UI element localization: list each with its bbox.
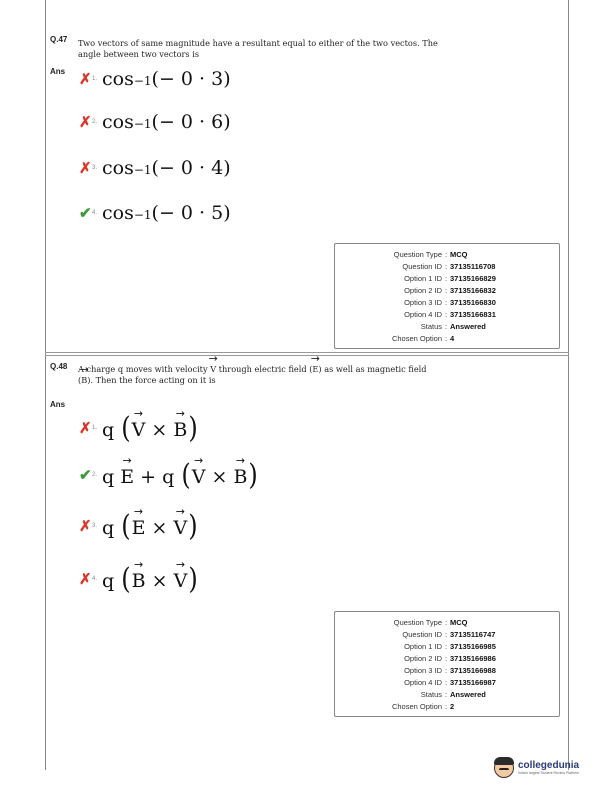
ans-label: Ans [50,67,66,76]
meta-row: Status : Answered [420,690,486,700]
option-expression: cos −1 (− 0 · 5) [102,202,231,224]
option-expression: cos −1 (− 0 · 4) [102,157,231,179]
meta-row: Option 1 ID : 37135166985 [404,641,496,651]
option-expression: q ( → E × → V ) [102,512,199,540]
wrong-mark-icon: ✗ [79,159,92,177]
meta-row: Chosen Option : 2 [391,702,455,712]
question-divider-2 [45,355,569,356]
option-2 [79,111,231,133]
option-expression: q ( → V × → B ) [102,414,199,442]
meta-row: Option 1 ID : 37135166829 [404,273,496,283]
option-4 [79,562,199,596]
right-border [568,0,569,770]
option-expression: q → E + q ( → V × → B ) [102,461,259,489]
option-number: 4. [92,576,98,582]
student-mascot-icon [494,758,514,778]
question-number: Q.48 [50,362,68,371]
meta-row: Option 2 ID : 37135166986 [404,653,496,663]
meta-row: Status : Answered [420,322,486,332]
option-expression: cos −1 (− 0 · 6) [102,111,231,133]
option-1 [79,68,231,90]
option-1 [79,411,199,445]
question-divider [45,352,569,353]
option-number: 2. [92,119,98,125]
wrong-mark-icon: ✗ [79,70,92,88]
question-number: Q.47 [50,35,68,44]
meta-row: Option 3 ID : 37135166830 [404,297,496,307]
left-border [45,0,46,770]
question-text [78,364,458,386]
meta-row: Chosen Option : 4 [391,334,455,344]
wrong-mark-icon: ✗ [79,113,92,131]
logo-tagline: India's largest Student Review Platform [518,771,579,775]
wrong-mark-icon: ✗ [79,517,92,535]
wrong-mark-icon: ✗ [79,419,92,437]
meta-row: Option 4 ID : 37135166831 [404,310,496,320]
question-text-line: A charge q moves with velocity → V through electric field (→ E) as well as magnetic field [78,364,458,375]
option-number: 4. [92,210,98,216]
option-number: 1. [92,76,98,82]
correct-check-icon: ✔ [79,204,92,222]
option-number: 3. [92,165,98,171]
meta-row: Question ID : 37135116708 [402,261,496,271]
option-3 [79,509,199,543]
option-4 [79,202,231,224]
question-text-line: Two vectors of same magnitude have a resultant equal to either of the two vectos. The [78,38,438,48]
correct-check-icon: ✔ [79,466,92,484]
option-number: 3. [92,523,98,529]
option-2 [79,458,259,492]
option-3 [79,157,231,179]
option-expression: q ( → B × → V ) [102,565,199,593]
question-meta-box [334,243,560,349]
option-number: 1. [92,425,98,431]
question-text-line: (→ B). Then the force acting on it is [78,375,458,386]
ans-label: Ans [50,400,66,409]
meta-row: Option 3 ID : 37135166988 [404,665,496,675]
meta-row: Option 4 ID : 37135166987 [404,678,496,688]
meta-row: Option 2 ID : 37135166832 [404,285,496,295]
option-expression: cos −1 (− 0 · 3) [102,68,231,90]
collegedunia-logo [494,758,579,778]
meta-row: Question ID : 37135116747 [402,629,496,639]
question-meta-box [334,611,560,717]
logo-name: collegedunia [518,760,580,771]
option-number: 2. [92,472,98,478]
meta-row: Question Type : MCQ [393,249,468,259]
question-text-line: angle between two vectors is [78,49,200,59]
wrong-mark-icon: ✗ [79,570,92,588]
meta-row: Question Type : MCQ [393,617,468,627]
question-text [78,38,448,60]
